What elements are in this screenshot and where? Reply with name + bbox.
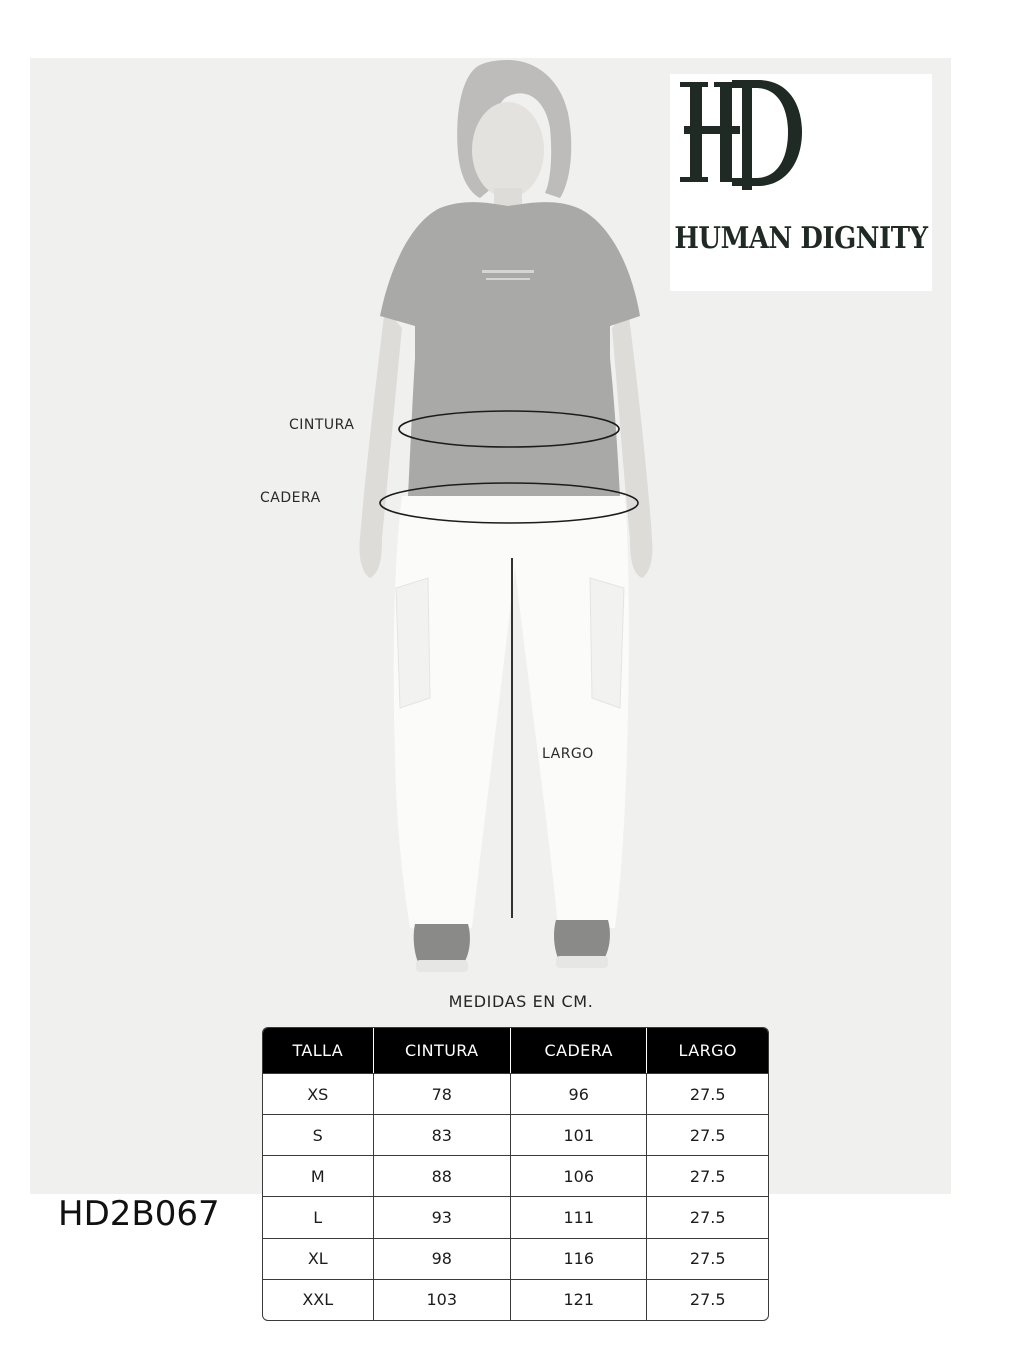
size-cell: XS — [263, 1073, 374, 1114]
product-code: HD2B067 — [58, 1194, 220, 1234]
size-cell: XL — [263, 1238, 374, 1279]
hip-cell: 111 — [511, 1196, 647, 1237]
waist-label: CINTURA — [289, 417, 355, 433]
size-cell: XXL — [263, 1279, 374, 1320]
length-cell: 27.5 — [647, 1238, 768, 1279]
size-cell: M — [263, 1155, 374, 1196]
waist-cell: 103 — [374, 1279, 511, 1320]
hip-cell: 101 — [511, 1114, 647, 1155]
waist-cell: 83 — [374, 1114, 511, 1155]
hd-monogram-icon — [670, 74, 810, 194]
table-row — [263, 1238, 768, 1279]
brand-name: HUMAN DIGNITY — [674, 221, 928, 257]
column-header-length: LARGO — [647, 1028, 768, 1073]
hip-label: CADERA — [260, 490, 321, 506]
table-header-row — [263, 1028, 768, 1073]
waist-cell: 78 — [374, 1073, 511, 1114]
length-cell: 27.5 — [647, 1196, 768, 1237]
table-row — [263, 1155, 768, 1196]
hip-cell: 96 — [511, 1073, 647, 1114]
table-row — [263, 1073, 768, 1114]
waist-cell: 93 — [374, 1196, 511, 1237]
size-cell: S — [263, 1114, 374, 1155]
hip-cell: 106 — [511, 1155, 647, 1196]
model-photo — [30, 58, 951, 1194]
table-row — [263, 1196, 768, 1237]
length-cell: 27.5 — [647, 1073, 768, 1114]
size-chart-title: MEDIDAS EN CM. — [448, 992, 594, 1011]
length-cell: 27.5 — [647, 1114, 768, 1155]
length-cell: 27.5 — [647, 1155, 768, 1196]
column-header-size: TALLA — [263, 1028, 374, 1073]
length-cell: 27.5 — [647, 1279, 768, 1320]
size-cell: L — [263, 1196, 374, 1237]
table-row — [263, 1114, 768, 1155]
size-chart-table — [262, 1027, 769, 1321]
length-label: LARGO — [542, 746, 594, 762]
hip-cell: 121 — [511, 1279, 647, 1320]
table-row — [263, 1279, 768, 1320]
hip-cell: 116 — [511, 1238, 647, 1279]
column-header-waist: CINTURA — [374, 1028, 511, 1073]
brand-logo — [670, 74, 932, 291]
column-header-hip: CADERA — [511, 1028, 647, 1073]
waist-cell: 98 — [374, 1238, 511, 1279]
waist-cell: 88 — [374, 1155, 511, 1196]
